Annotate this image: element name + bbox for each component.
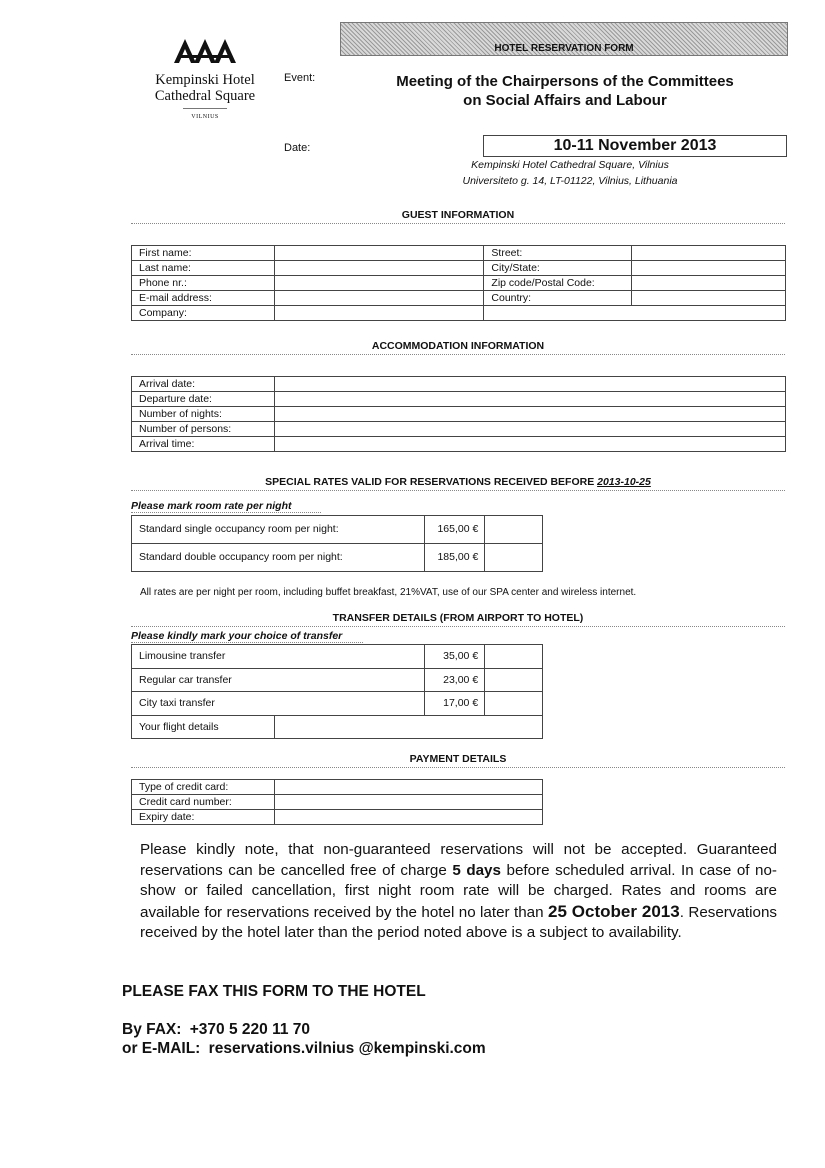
last-name-field[interactable] bbox=[274, 261, 484, 276]
rates-heading-text: SPECIAL RATES VALID FOR RESERVATIONS RECEIVED BEFORE bbox=[265, 476, 595, 488]
accommodation-field-label: Number of persons: bbox=[132, 422, 275, 437]
first-name-field[interactable] bbox=[274, 246, 484, 261]
room-rate-instruction: Please mark room rate per night bbox=[131, 500, 321, 513]
venue-line2: Universiteto g. 14, LT-01122, Vilnius, Lithuania bbox=[462, 175, 678, 187]
city-taxi-checkbox[interactable] bbox=[485, 692, 543, 716]
terms-text-3: . Reservations received by the hotel later than the period noted above is a subject to availability. bbox=[140, 903, 777, 941]
company-field[interactable] bbox=[274, 306, 484, 321]
transfer-price: 23,00 € bbox=[425, 668, 485, 692]
regular-car-checkbox[interactable] bbox=[485, 668, 543, 692]
rates-deadline: 2013-10-25 bbox=[597, 476, 651, 488]
table-row bbox=[132, 692, 543, 716]
terms-text-2: before scheduled arrival. In case of no-show or failed cancellation, first night room rate will be charged. Rates and rooms are available for reservations received by the hotel no later than bbox=[140, 861, 777, 921]
date-label: Date: bbox=[284, 142, 311, 154]
fax-instruction: PLEASE FAX THIS FORM TO THE HOTEL bbox=[122, 983, 426, 1000]
fax-number: +370 5 220 11 70 bbox=[189, 1021, 310, 1038]
logo-city: VILNIUS bbox=[191, 114, 219, 120]
form-title: HOTEL RESERVATION FORM bbox=[494, 43, 634, 54]
nights-field[interactable] bbox=[274, 407, 785, 422]
city-state-field[interactable] bbox=[632, 261, 786, 276]
transfer-instruction: Please kindly mark your choice of transfer bbox=[131, 630, 363, 643]
venue-line1: Kempinski Hotel Cathedral Square, Vilnius bbox=[471, 159, 669, 171]
fax-line bbox=[122, 1021, 310, 1039]
transfer-option-label: Limousine transfer bbox=[132, 645, 425, 669]
kempinski-logo-icon bbox=[172, 36, 238, 64]
logo-name-line2: Cathedral Square bbox=[154, 88, 256, 104]
transfer-price: 35,00 € bbox=[425, 645, 485, 669]
card-number-field[interactable] bbox=[274, 795, 542, 810]
guest-field-label: Street: bbox=[484, 246, 632, 261]
table-row bbox=[132, 377, 786, 392]
room-price: 165,00 € bbox=[425, 516, 485, 544]
venue-address bbox=[420, 157, 720, 189]
payment-field-label: Expiry date: bbox=[132, 810, 275, 825]
guest-field-label: Last name: bbox=[132, 261, 275, 276]
table-row bbox=[132, 668, 543, 692]
table-row bbox=[132, 392, 786, 407]
table-row bbox=[132, 810, 543, 825]
transfer-heading: TRANSFER DETAILS (FROM AIRPORT TO HOTEL) bbox=[131, 612, 785, 627]
street-field[interactable] bbox=[632, 246, 786, 261]
transfer-option-label: Regular car transfer bbox=[132, 668, 425, 692]
persons-field[interactable] bbox=[274, 422, 785, 437]
table-row bbox=[132, 715, 543, 739]
guest-field-label: Country: bbox=[484, 291, 632, 306]
email-field[interactable] bbox=[274, 291, 484, 306]
rates-heading bbox=[131, 476, 785, 491]
single-room-checkbox[interactable] bbox=[485, 516, 543, 544]
email-label: or E-MAIL: bbox=[122, 1040, 201, 1057]
flight-details-label: Your flight details bbox=[132, 715, 275, 739]
payment-heading: PAYMENT DETAILS bbox=[131, 753, 785, 768]
room-price: 185,00 € bbox=[425, 544, 485, 572]
empty-cell bbox=[484, 306, 786, 321]
guest-field-label: First name: bbox=[132, 246, 275, 261]
event-label: Event: bbox=[284, 72, 316, 84]
guest-field-label: City/State: bbox=[484, 261, 632, 276]
rates-note: All rates are per night per room, including buffet breakfast, 21%VAT, use of our SPA center and wireless internet. bbox=[140, 587, 637, 598]
card-type-field[interactable] bbox=[274, 780, 542, 795]
table-row bbox=[132, 437, 786, 452]
logo-divider bbox=[183, 108, 227, 109]
expiry-date-field[interactable] bbox=[274, 810, 542, 825]
event-title-line2: on Social Affairs and Labour bbox=[463, 92, 667, 109]
transfer-table bbox=[131, 644, 543, 739]
terms-text-1: Please kindly note, that non-guaranteed reservations will not be accepted. Guaranteed reservations can be cancelled free of charge bbox=[140, 841, 777, 879]
transfer-option-label: City taxi transfer bbox=[132, 692, 425, 716]
limousine-checkbox[interactable] bbox=[485, 645, 543, 669]
event-title bbox=[355, 72, 775, 110]
phone-field[interactable] bbox=[274, 276, 484, 291]
accommodation-field-label: Arrival date: bbox=[132, 377, 275, 392]
table-row bbox=[132, 407, 786, 422]
guest-field-label: Zip code/Postal Code: bbox=[484, 276, 632, 291]
table-row bbox=[132, 645, 543, 669]
accommodation-field-label: Arrival time: bbox=[132, 437, 275, 452]
flight-details-field[interactable] bbox=[274, 715, 542, 739]
accommodation-table bbox=[131, 376, 786, 452]
room-rates-table bbox=[131, 515, 543, 572]
cancellation-days: 5 days bbox=[452, 861, 501, 879]
accommodation-field-label: Number of nights: bbox=[132, 407, 275, 422]
payment-field-label: Credit card number: bbox=[132, 795, 275, 810]
table-row bbox=[132, 261, 786, 276]
accommodation-field-label: Departure date: bbox=[132, 392, 275, 407]
departure-date-field[interactable] bbox=[274, 392, 785, 407]
arrival-date-field[interactable] bbox=[274, 377, 785, 392]
logo-name-line1: Kempinski Hotel bbox=[155, 72, 255, 88]
room-type-label: Standard double occupancy room per night: bbox=[132, 544, 425, 572]
room-type-label: Standard single occupancy room per night: bbox=[132, 516, 425, 544]
table-row bbox=[132, 276, 786, 291]
table-row bbox=[132, 544, 543, 572]
date-value: 10-11 November 2013 bbox=[483, 135, 787, 157]
table-row bbox=[132, 291, 786, 306]
double-room-checkbox[interactable] bbox=[485, 544, 543, 572]
email-address[interactable]: reservations.vilnius @kempinski.com bbox=[208, 1040, 486, 1057]
guest-field-label: E-mail address: bbox=[132, 291, 275, 306]
table-row bbox=[132, 780, 543, 795]
logo-name bbox=[140, 72, 270, 104]
fax-label: By FAX: bbox=[122, 1021, 182, 1038]
arrival-time-field[interactable] bbox=[274, 437, 785, 452]
email-line bbox=[122, 1040, 486, 1058]
table-row bbox=[132, 422, 786, 437]
table-row bbox=[132, 246, 786, 261]
guest-field-label: Phone nr.: bbox=[132, 276, 275, 291]
table-row bbox=[132, 306, 786, 321]
payment-table bbox=[131, 779, 543, 825]
guest-field-label: Company: bbox=[132, 306, 275, 321]
transfer-price: 17,00 € bbox=[425, 692, 485, 716]
payment-field-label: Type of credit card: bbox=[132, 780, 275, 795]
country-field[interactable] bbox=[632, 291, 786, 306]
form-title-banner bbox=[340, 22, 788, 56]
terms-deadline: 25 October 2013 bbox=[547, 901, 680, 921]
guest-info-heading: GUEST INFORMATION bbox=[131, 209, 785, 224]
terms-paragraph bbox=[140, 840, 777, 944]
zip-code-field[interactable] bbox=[632, 276, 786, 291]
event-title-line1: Meeting of the Chairpersons of the Committees bbox=[396, 73, 734, 90]
table-row bbox=[132, 795, 543, 810]
guest-info-table bbox=[131, 245, 786, 321]
table-row bbox=[132, 516, 543, 544]
accommodation-heading: ACCOMMODATION INFORMATION bbox=[131, 340, 785, 355]
